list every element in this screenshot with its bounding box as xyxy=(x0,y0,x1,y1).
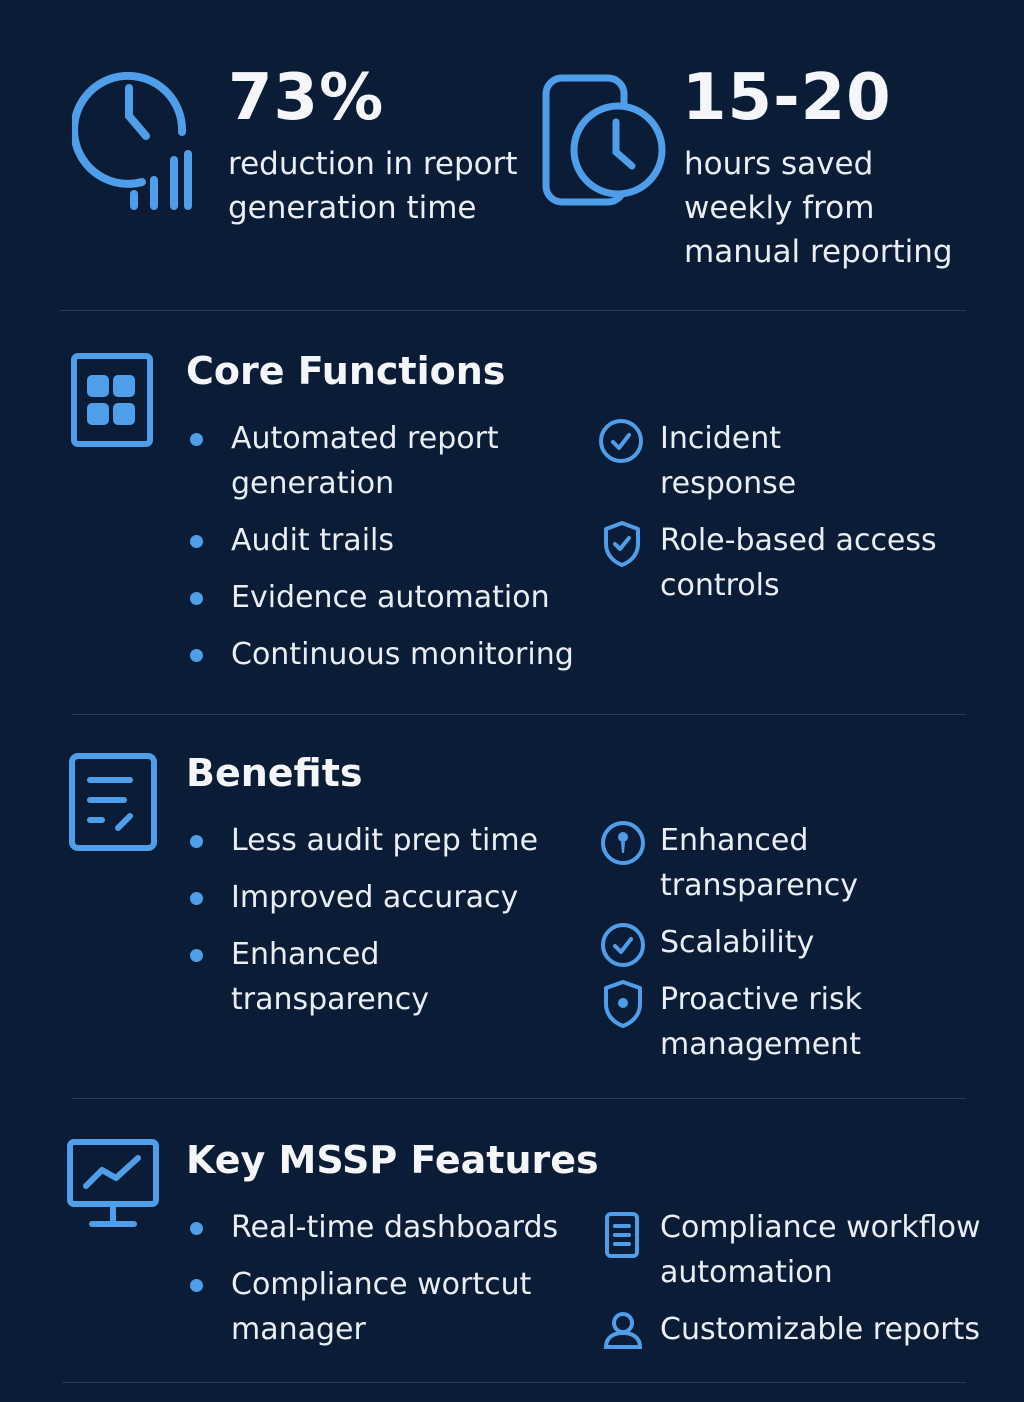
info-circle-icon xyxy=(600,820,646,866)
tablet-clock-icon xyxy=(540,72,670,212)
stat-description: hours saved weekly from manual reporting xyxy=(684,146,953,270)
feature-label: Compliance workflow automation xyxy=(660,1210,981,1290)
feature-label: Proactive risk management xyxy=(660,982,862,1062)
section-title: Benefits xyxy=(186,751,363,795)
feature-label: Scalability xyxy=(660,925,815,960)
divider xyxy=(60,310,966,311)
list-item: Compliance wortcut manager xyxy=(186,1262,591,1352)
list-item xyxy=(598,1307,990,1352)
core-functions-features xyxy=(598,416,960,620)
list-item: Improved accuracy xyxy=(186,875,591,920)
mssp-features-features xyxy=(598,1205,990,1364)
monitor-chart-icon xyxy=(66,1138,160,1230)
user-icon xyxy=(602,1309,644,1351)
document-edit-icon xyxy=(68,752,158,852)
list-item xyxy=(598,977,920,1067)
list-item: Audit trails xyxy=(186,518,591,563)
clock-chart-icon xyxy=(72,64,202,219)
list-item xyxy=(598,1205,990,1295)
list-item xyxy=(598,416,920,506)
list-item: Real-time dashboards xyxy=(186,1205,621,1250)
stat-value: 15-20 xyxy=(682,61,892,135)
stat-value: 73% xyxy=(228,61,385,135)
check-circle-icon xyxy=(600,922,646,968)
list-item: Evidence automation xyxy=(186,575,591,620)
list-item xyxy=(598,818,920,908)
list-item xyxy=(598,518,960,608)
shield-icon xyxy=(602,979,644,1029)
section-title: Core Functions xyxy=(186,349,506,393)
grid-icon xyxy=(70,352,154,448)
list-item: Continuous monitoring xyxy=(186,632,631,677)
core-functions-list xyxy=(186,416,631,689)
divider xyxy=(62,1382,966,1383)
list-item: Less audit prep time xyxy=(186,818,591,863)
feature-label: Incident response xyxy=(660,421,797,501)
check-circle-icon xyxy=(598,418,644,464)
feature-label: Customizable reports xyxy=(660,1312,981,1347)
mssp-features-list xyxy=(186,1205,621,1364)
benefits-features xyxy=(598,818,1020,1079)
feature-label: Role-based access controls xyxy=(660,523,937,603)
list-item: Automated report generation xyxy=(186,416,561,506)
divider xyxy=(72,714,966,715)
list-item: Enhanced transparency xyxy=(186,932,491,1022)
divider xyxy=(72,1098,966,1099)
shield-check-icon xyxy=(602,520,642,568)
feature-label: Enhanced transparency xyxy=(660,823,858,903)
section-title: Key MSSP Features xyxy=(186,1138,599,1182)
stat-description: reduction in report generation time xyxy=(228,146,518,226)
benefits-list xyxy=(186,818,591,1034)
list-item xyxy=(598,920,1020,965)
document-list-icon xyxy=(604,1211,640,1259)
